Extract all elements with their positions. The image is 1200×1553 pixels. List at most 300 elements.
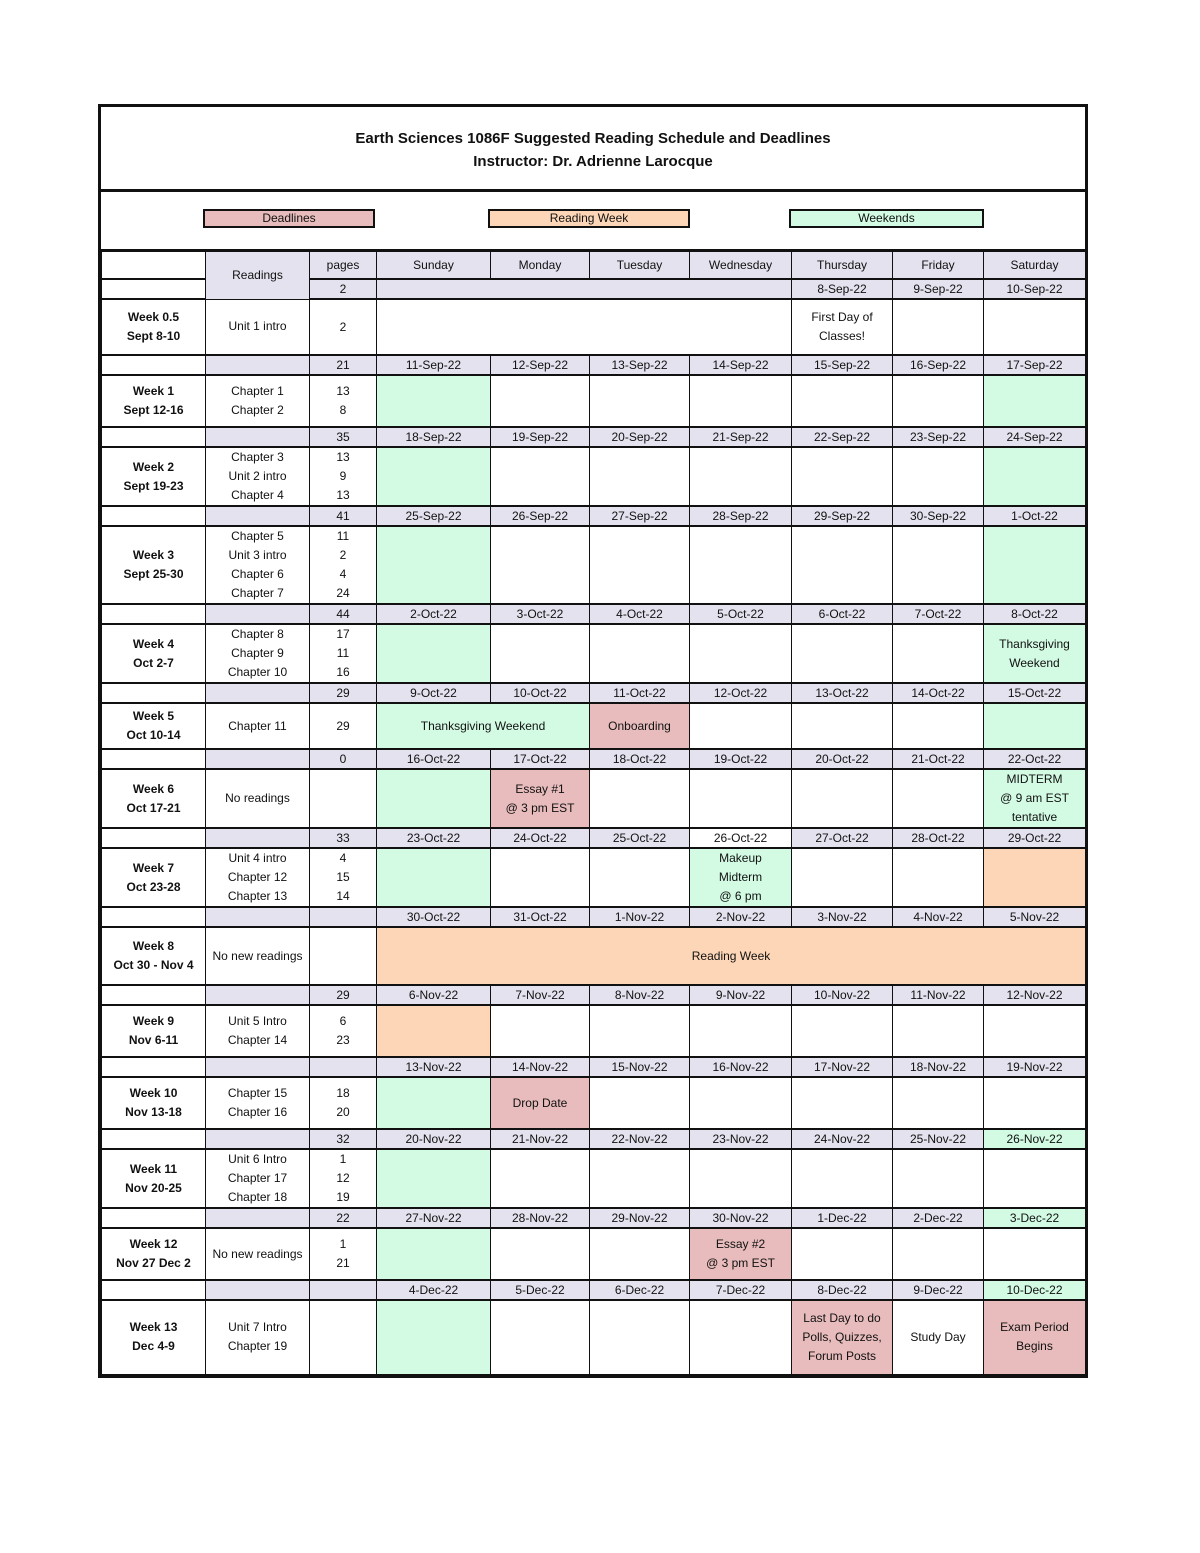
page-count: 21 <box>336 1256 350 1270</box>
page-count: 9 <box>339 469 347 483</box>
day-cell <box>690 1300 792 1374</box>
day-cell <box>984 1005 1086 1057</box>
date-row <box>102 355 1086 375</box>
week-label-line: Sept 25-30 <box>123 567 184 581</box>
header-day: Saturday <box>984 252 1086 279</box>
pages-total: 0 <box>310 749 377 769</box>
date-row-readings-blank <box>206 683 310 703</box>
reading-item: Chapter 3 <box>231 450 284 464</box>
date-row-blank <box>102 683 206 703</box>
day-cell <box>893 848 984 907</box>
week-label-line: Nov 13-18 <box>125 1105 182 1119</box>
date-cell: 12-Sep-22 <box>491 355 590 375</box>
header-readings: Readings <box>206 252 310 299</box>
date-cell: 12-Oct-22 <box>690 683 792 703</box>
date-row <box>102 1280 1086 1300</box>
week-label-line: Oct 2-7 <box>133 655 174 670</box>
day-cell <box>984 1077 1086 1129</box>
day-cell <box>690 703 792 749</box>
pages-total: 33 <box>310 828 377 848</box>
day-cell <box>590 848 690 907</box>
date-cell: 16-Nov-22 <box>690 1057 792 1077</box>
week-readings <box>206 848 310 907</box>
date-cell: 17-Sep-22 <box>984 355 1086 375</box>
day-cell <box>491 1300 590 1374</box>
reading-item: Chapter 15 <box>227 1086 288 1100</box>
day-cell <box>491 1228 590 1280</box>
event-text: Weekend <box>1009 655 1060 670</box>
event-text: Makeup <box>719 851 762 865</box>
date-row <box>102 828 1086 848</box>
date-cell: 15-Oct-22 <box>984 683 1086 703</box>
schedule-table <box>101 252 1086 1375</box>
header-day: Wednesday <box>690 252 792 279</box>
day-cell <box>491 526 590 604</box>
week-readings <box>206 526 310 604</box>
week-label-line: Week 10 <box>129 1086 178 1100</box>
date-cell: 3-Oct-22 <box>491 604 590 624</box>
week-row <box>102 624 1086 683</box>
date-cell: 22-Nov-22 <box>590 1129 690 1149</box>
week-label-line: Oct 17-21 <box>126 800 181 815</box>
date-cell: 21-Oct-22 <box>893 749 984 769</box>
week-label-line: Oct 30 - Nov 4 <box>113 958 194 972</box>
page-count: 11 <box>336 529 350 543</box>
day-cell <box>893 526 984 604</box>
day-cell <box>377 447 491 506</box>
date-row <box>102 427 1086 447</box>
day-cell <box>377 526 491 604</box>
date-cell: 2-Oct-22 <box>377 604 491 624</box>
day-cell <box>984 375 1086 427</box>
date-cell: 18-Sep-22 <box>377 427 491 447</box>
week-label <box>102 1149 206 1208</box>
week-pages <box>310 703 377 749</box>
day-cell <box>590 447 690 506</box>
week-label-line: Week 1 <box>132 384 175 398</box>
week-row <box>102 703 1086 749</box>
page-count: 11 <box>336 646 350 660</box>
reading-item: Unit 4 intro <box>228 851 287 865</box>
date-cell: 29-Oct-22 <box>984 828 1086 848</box>
day-cell <box>590 624 690 683</box>
header-day: Sunday <box>377 252 491 279</box>
day-cell <box>377 375 491 427</box>
reading-item: Unit 6 Intro <box>228 1152 287 1166</box>
date-cell: 23-Sep-22 <box>893 427 984 447</box>
onboarding-cell: Onboarding <box>590 703 690 749</box>
page-count: 2 <box>339 319 347 334</box>
day-cell <box>792 703 893 749</box>
event-text: Essay #1 <box>515 781 565 796</box>
date-cell: 17-Oct-22 <box>491 749 590 769</box>
week-label-line: Week 2 <box>132 459 175 474</box>
date-cell: 24-Sep-22 <box>984 427 1086 447</box>
day-cell <box>377 1005 491 1057</box>
week-row <box>102 1300 1086 1374</box>
date-cell: 25-Oct-22 <box>590 828 690 848</box>
date-cell: 6-Nov-22 <box>377 985 491 1005</box>
event-cell <box>984 769 1086 828</box>
week-label-line: Week 0.5 <box>127 310 180 324</box>
day-cell <box>690 624 792 683</box>
week-readings <box>206 769 310 828</box>
date-cell: 11-Nov-22 <box>893 985 984 1005</box>
date-cell: 28-Nov-22 <box>491 1208 590 1228</box>
date-cell: 7-Oct-22 <box>893 604 984 624</box>
date-cell: 27-Sep-22 <box>590 506 690 526</box>
week-label <box>102 299 206 355</box>
week-pages <box>310 769 377 828</box>
date-row-readings-blank <box>206 1057 310 1077</box>
page-count: 14 <box>336 889 350 903</box>
page-count: 23 <box>336 1033 350 1047</box>
event-text: Midterm <box>718 870 763 884</box>
date-cell: 28-Sep-22 <box>690 506 792 526</box>
page-count: 20 <box>336 1105 350 1119</box>
week-label-line: Sept 19-23 <box>123 478 184 493</box>
header-blank <box>102 252 206 279</box>
event-text: Forum Posts <box>807 1348 876 1363</box>
date-cell: 20-Nov-22 <box>377 1129 491 1149</box>
reading-item: Unit 3 intro <box>228 548 287 562</box>
day-cell <box>893 769 984 828</box>
date-row-readings-blank <box>206 427 310 447</box>
reading-item: Chapter 19 <box>227 1339 288 1354</box>
week-pages <box>310 1300 377 1374</box>
date-cell: 11-Sep-22 <box>377 355 491 375</box>
day-cell <box>893 1228 984 1280</box>
date-cell: 27-Nov-22 <box>377 1208 491 1228</box>
week-pages <box>310 1228 377 1280</box>
week-readings <box>206 1228 310 1280</box>
week-readings <box>206 1005 310 1057</box>
reading-item: Unit 1 intro <box>228 319 287 334</box>
day-cell <box>690 447 792 506</box>
day-cell <box>893 1077 984 1129</box>
day-cell <box>491 1005 590 1057</box>
date-cell: 9-Dec-22 <box>893 1280 984 1300</box>
date-cell: 30-Sep-22 <box>893 506 984 526</box>
date-cell: 24-Nov-22 <box>792 1129 893 1149</box>
date-cell: 3-Nov-22 <box>792 907 893 927</box>
week-readings <box>206 1300 310 1374</box>
pages-total: 32 <box>310 1129 377 1149</box>
day-cell <box>377 1300 491 1374</box>
reading-item: Chapter 8 <box>231 627 284 641</box>
page-count: 1 <box>339 1237 347 1251</box>
day-cell <box>984 299 1086 355</box>
date-row-blank <box>102 985 206 1005</box>
date-cell: 4-Dec-22 <box>377 1280 491 1300</box>
event-cell <box>690 848 792 907</box>
schedule-sheet <box>98 104 1088 1378</box>
date-cell: 8-Sep-22 <box>792 279 893 299</box>
page-count: 17 <box>336 627 350 641</box>
date-cell: 7-Nov-22 <box>491 985 590 1005</box>
day-cell <box>690 1005 792 1057</box>
week-label <box>102 1005 206 1057</box>
week-label-line: Week 9 <box>132 1014 175 1028</box>
date-row-blank <box>102 279 206 299</box>
event-text: @ 3 pm EST <box>706 1256 775 1270</box>
header-day: Tuesday <box>590 252 690 279</box>
week-row <box>102 1005 1086 1057</box>
date-cell: 25-Sep-22 <box>377 506 491 526</box>
date-cell: 21-Nov-22 <box>491 1129 590 1149</box>
day-cell <box>893 447 984 506</box>
week-label-line: Week 3 <box>132 548 175 562</box>
week-row <box>102 299 1086 355</box>
date-cell: 22-Sep-22 <box>792 427 893 447</box>
page-count: 18 <box>336 1086 350 1100</box>
day-cell <box>792 375 893 427</box>
week-label-line: Oct 10-14 <box>126 728 181 742</box>
page-count: 2 <box>339 548 347 562</box>
date-row-blank <box>102 1057 206 1077</box>
day-cell <box>491 848 590 907</box>
pages-total: 2 <box>310 279 377 299</box>
page-count: 24 <box>336 586 350 600</box>
pages-total: 41 <box>310 506 377 526</box>
day-cell <box>590 375 690 427</box>
date-row <box>102 985 1086 1005</box>
date-cell: 8-Nov-22 <box>590 985 690 1005</box>
week-readings <box>206 1077 310 1129</box>
week-label <box>102 1300 206 1374</box>
date-cell: 15-Nov-22 <box>590 1057 690 1077</box>
day-cell <box>792 1228 893 1280</box>
week-row <box>102 927 1086 985</box>
pages-total <box>310 1280 377 1300</box>
header-day: Friday <box>893 252 984 279</box>
thanksgiving-cell: Thanksgiving Weekend <box>377 703 590 749</box>
week-label <box>102 447 206 506</box>
week-pages <box>310 1149 377 1208</box>
date-cell: 13-Oct-22 <box>792 683 893 703</box>
date-row-blank <box>102 355 206 375</box>
pages-total <box>310 907 377 927</box>
reading-item: No readings <box>225 791 290 805</box>
date-cell: 20-Sep-22 <box>590 427 690 447</box>
reading-item: Chapter 18 <box>227 1190 288 1204</box>
pages-total: 22 <box>310 1208 377 1228</box>
date-row <box>102 907 1086 927</box>
date-cell: 18-Oct-22 <box>590 749 690 769</box>
day-cell <box>792 526 893 604</box>
date-cell: 4-Nov-22 <box>893 907 984 927</box>
week-label-line: Nov 6-11 <box>128 1033 179 1047</box>
date-cell: 26-Nov-22 <box>984 1129 1086 1149</box>
day-cell <box>690 1077 792 1129</box>
date-cell: 17-Nov-22 <box>792 1057 893 1077</box>
week-pages <box>310 299 377 355</box>
day-cell <box>792 624 893 683</box>
reading-item: Chapter 13 <box>227 889 288 903</box>
week-label <box>102 624 206 683</box>
date-row-blank <box>102 1208 206 1228</box>
date-cell: 18-Nov-22 <box>893 1057 984 1077</box>
week-blank-span <box>377 299 792 355</box>
week-row <box>102 848 1086 907</box>
event-text: @ 9 am EST <box>1000 791 1069 805</box>
page-count: 4 <box>339 851 347 865</box>
day-cell <box>590 1149 690 1208</box>
week-readings <box>206 624 310 683</box>
week-label-line: Week 12 <box>129 1237 178 1251</box>
reading-item: No new readings <box>212 1246 303 1261</box>
date-cell: 26-Oct-22 <box>690 828 792 848</box>
page-count: 29 <box>336 718 350 733</box>
week-label <box>102 848 206 907</box>
date-row-blank <box>102 604 206 624</box>
event-cell <box>690 1228 792 1280</box>
week-label <box>102 1077 206 1129</box>
pages-total: 21 <box>310 355 377 375</box>
reading-item: Chapter 14 <box>227 1033 288 1047</box>
day-cell <box>893 299 984 355</box>
week-readings <box>206 375 310 427</box>
date-row-readings-blank <box>206 506 310 526</box>
date-cell: 19-Sep-22 <box>491 427 590 447</box>
day-cell <box>690 526 792 604</box>
date-cell: 25-Nov-22 <box>893 1129 984 1149</box>
reading-item: Chapter 17 <box>227 1171 288 1185</box>
date-row <box>102 604 1086 624</box>
pages-total: 29 <box>310 683 377 703</box>
day-cell <box>984 1228 1086 1280</box>
reading-item: Chapter 10 <box>227 665 288 679</box>
week-row <box>102 526 1086 604</box>
reading-item: Unit 7 Intro <box>228 1320 287 1335</box>
date-cell: 15-Sep-22 <box>792 355 893 375</box>
day-cell <box>690 375 792 427</box>
event-text: Last Day to do <box>803 1310 881 1325</box>
reading-item: Unit 2 intro <box>228 469 287 483</box>
date-cell: 23-Oct-22 <box>377 828 491 848</box>
week-label-line: Week 11 <box>129 1161 178 1176</box>
week-pages <box>310 447 377 506</box>
week-pages <box>310 375 377 427</box>
day-cell <box>590 1077 690 1129</box>
event-text: MIDTERM <box>1006 772 1063 786</box>
date-row-readings-blank <box>206 355 310 375</box>
date-cell: 13-Nov-22 <box>377 1057 491 1077</box>
event-text: tentative <box>1011 810 1058 824</box>
day-cell <box>792 1077 893 1129</box>
date-row <box>102 506 1086 526</box>
day-cell <box>377 624 491 683</box>
week-label-line: Week 13 <box>129 1320 178 1335</box>
date-row-blank <box>102 1129 206 1149</box>
date-cell: 29-Sep-22 <box>792 506 893 526</box>
legend-deadlines: Deadlines <box>203 209 375 228</box>
event-text: @ 6 pm <box>719 889 762 903</box>
week-label <box>102 927 206 985</box>
legend <box>101 192 1085 252</box>
day-cell <box>377 848 491 907</box>
page-count: 13 <box>336 488 350 502</box>
date-row-readings-blank <box>206 604 310 624</box>
event-text: Thanksgiving <box>999 636 1070 651</box>
legend-reading-week: Reading Week <box>488 209 690 228</box>
day-cell <box>377 1228 491 1280</box>
date-row-blank <box>102 828 206 848</box>
week-row <box>102 1077 1086 1129</box>
week-label <box>102 769 206 828</box>
page-count: 16 <box>336 665 350 679</box>
reading-item: Chapter 16 <box>227 1105 288 1119</box>
date-cell: 9-Oct-22 <box>377 683 491 703</box>
week-label-line: Nov 27 Dec 2 <box>116 1256 191 1270</box>
date-cell: 26-Sep-22 <box>491 506 590 526</box>
page-count: 12 <box>336 1171 350 1185</box>
date-row-readings-blank <box>206 1280 310 1300</box>
date-cell: 24-Oct-22 <box>491 828 590 848</box>
date-cell: 19-Oct-22 <box>690 749 792 769</box>
date-row-readings-blank <box>206 1208 310 1228</box>
week-readings <box>206 447 310 506</box>
day-cell <box>792 1005 893 1057</box>
week-label <box>102 526 206 604</box>
week-pages <box>310 927 377 985</box>
event-text: Exam Period <box>1000 1320 1069 1335</box>
day-cell <box>590 1005 690 1057</box>
legend-weekends: Weekends <box>789 209 984 228</box>
date-row-blank <box>102 1280 206 1300</box>
week-pages <box>310 624 377 683</box>
date-cell: 10-Nov-22 <box>792 985 893 1005</box>
day-cell <box>491 447 590 506</box>
date-cell: 19-Nov-22 <box>984 1057 1086 1077</box>
pages-total: 35 <box>310 427 377 447</box>
event-cell <box>984 624 1086 683</box>
day-cell <box>984 848 1086 907</box>
date-cell: 16-Sep-22 <box>893 355 984 375</box>
date-row-blank <box>102 427 206 447</box>
date-row-blank <box>102 907 206 927</box>
page-count: 1 <box>339 1152 347 1166</box>
week-row <box>102 375 1086 427</box>
reading-item: Chapter 11 <box>228 718 287 733</box>
page-count: 19 <box>336 1190 350 1204</box>
date-row-blank <box>102 749 206 769</box>
date-cell: 21-Sep-22 <box>690 427 792 447</box>
date-cell: 5-Dec-22 <box>491 1280 590 1300</box>
week-pages <box>310 1005 377 1057</box>
date-cell: 7-Dec-22 <box>690 1280 792 1300</box>
week-label-line: Week 7 <box>132 860 175 875</box>
event-text: Drop Date <box>512 1095 568 1110</box>
event-cell <box>491 1077 590 1129</box>
date-cell: 6-Dec-22 <box>590 1280 690 1300</box>
date-row <box>102 749 1086 769</box>
date-cell: 4-Oct-22 <box>590 604 690 624</box>
week-pages <box>310 526 377 604</box>
date-cell: 2-Nov-22 <box>690 907 792 927</box>
reading-item: Chapter 6 <box>231 567 284 581</box>
week-readings <box>206 703 310 749</box>
day-cell <box>491 375 590 427</box>
day-cell <box>893 375 984 427</box>
reading-item: Unit 5 Intro <box>228 1014 287 1028</box>
date-cell: 3-Dec-22 <box>984 1208 1086 1228</box>
date-row-readings-blank <box>206 828 310 848</box>
date-cell: 6-Oct-22 <box>792 604 893 624</box>
date-cell: 30-Oct-22 <box>377 907 491 927</box>
date-cell: 31-Oct-22 <box>491 907 590 927</box>
day-cell <box>893 1149 984 1208</box>
